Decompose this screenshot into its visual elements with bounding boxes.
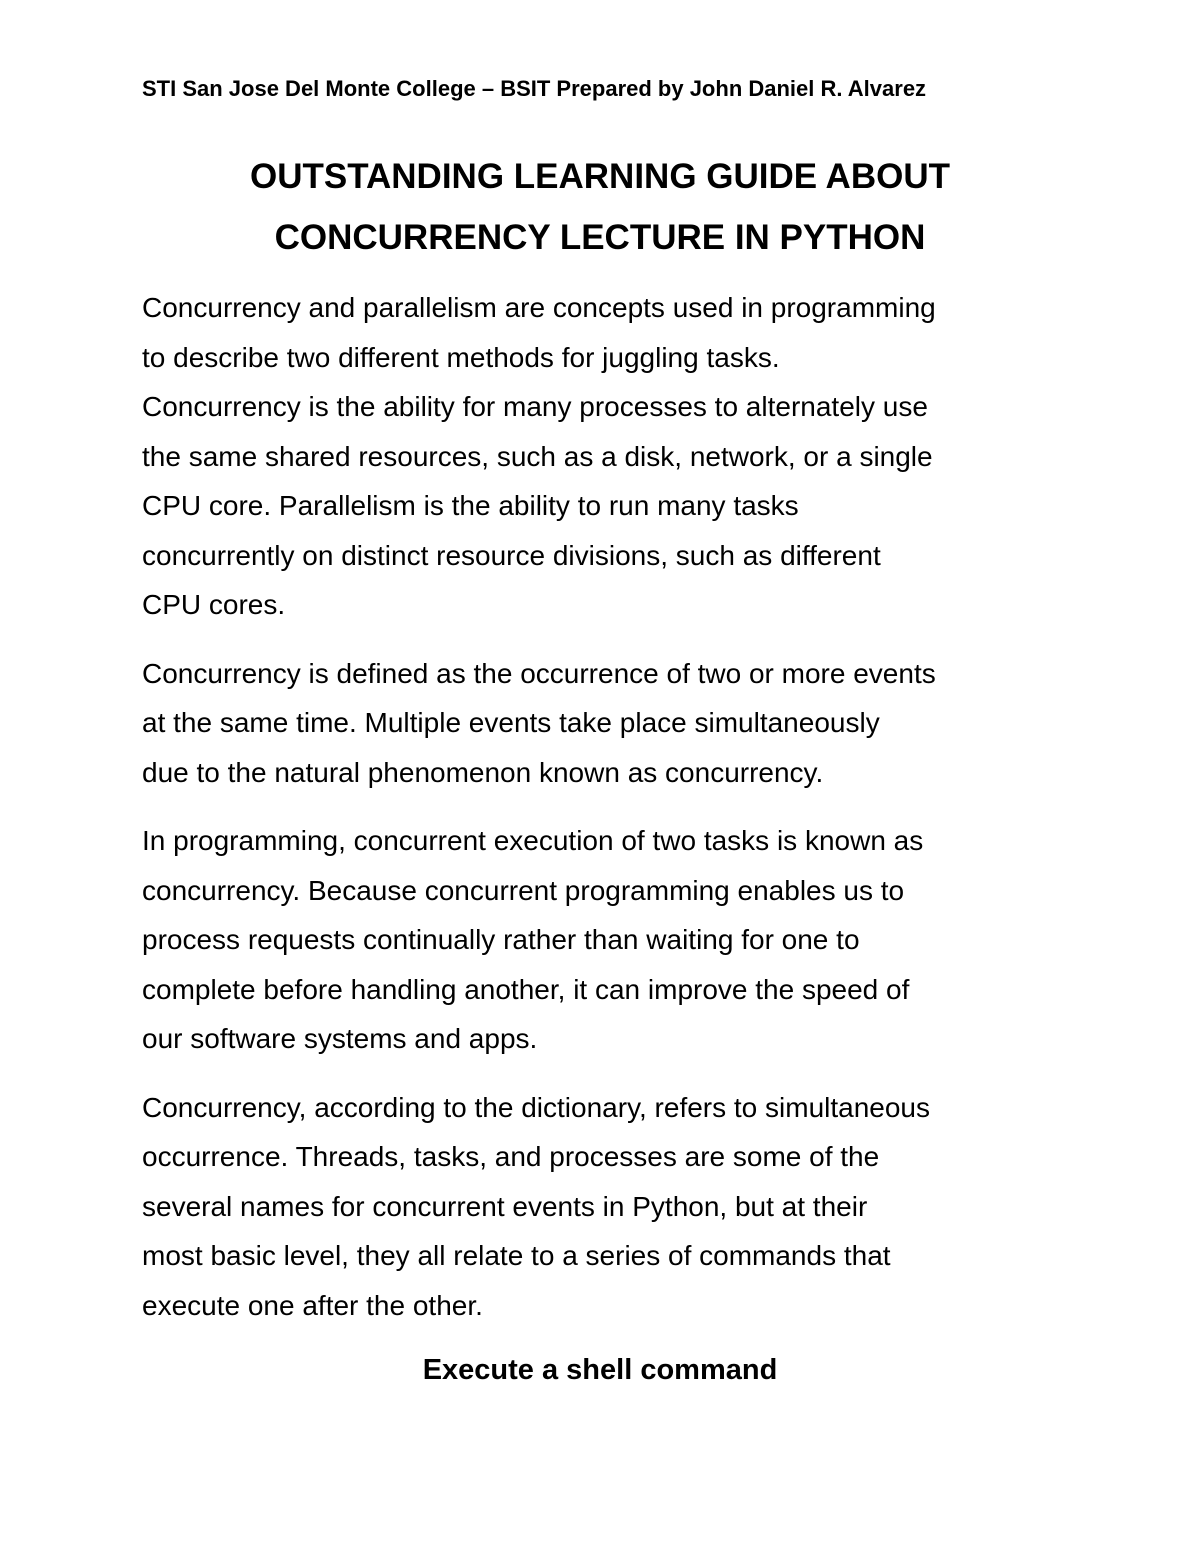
- paragraph-line: at the same time. Multiple events take place simultaneously: [142, 707, 880, 738]
- title-line-2: CONCURRENCY LECTURE IN PYTHON: [274, 218, 926, 257]
- paragraph-2: [142, 649, 1072, 798]
- title-line-1: OUTSTANDING LEARNING GUIDE ABOUT: [250, 157, 950, 196]
- paragraph-line: concurrency. Because concurrent programming enables us to: [142, 874, 905, 906]
- paragraph-line: concurrently on distinct resource divisions, such as different: [142, 539, 881, 571]
- paragraph-line: Concurrency is defined as the occurrence of two or more events: [142, 657, 936, 689]
- paragraph-1: [142, 283, 1072, 630]
- paragraph-line: Concurrency, according to the dictionary, refers to simultaneous: [142, 1091, 931, 1123]
- document-body: [142, 283, 1072, 1349]
- paragraph-line: process requests continually rather than waiting for one to: [142, 924, 860, 955]
- paragraph-line: to describe two different methods for juggling tasks.: [142, 341, 780, 373]
- section-subheading: Execute a shell command: [422, 1354, 778, 1386]
- document-title: [120, 146, 1080, 268]
- paragraph-line: complete before handling another, it can improve the speed of: [142, 973, 910, 1005]
- paragraph-3: [142, 816, 1072, 1064]
- paragraph-line: CPU cores.: [142, 589, 286, 620]
- paragraph-line: the same shared resources, such as a disk, network, or a single: [142, 440, 933, 472]
- paragraph-4: [142, 1083, 1072, 1331]
- paragraph-line: several names for concurrent events in Python, but at their: [142, 1190, 868, 1222]
- paragraph-line: due to the natural phenomenon known as concurrency.: [142, 756, 824, 788]
- paragraph-line: occurrence. Threads, tasks, and processes are some of the: [142, 1141, 880, 1172]
- paragraph-line: CPU core. Parallelism is the ability to run many tasks: [142, 490, 799, 521]
- page-header: STI San Jose Del Monte College – BSIT Prepared by John Daniel R. Alvarez: [142, 76, 927, 101]
- paragraph-line: Concurrency is the ability for many processes to alternately use: [142, 391, 928, 422]
- paragraph-line: Concurrency and parallelism are concepts used in programming: [142, 292, 936, 323]
- paragraph-line: In programming, concurrent execution of two tasks is known as: [142, 825, 924, 856]
- paragraph-line: our software systems and apps.: [142, 1023, 538, 1054]
- paragraph-line: execute one after the other.: [142, 1289, 483, 1321]
- paragraph-line: most basic level, they all relate to a series of commands that: [142, 1240, 891, 1271]
